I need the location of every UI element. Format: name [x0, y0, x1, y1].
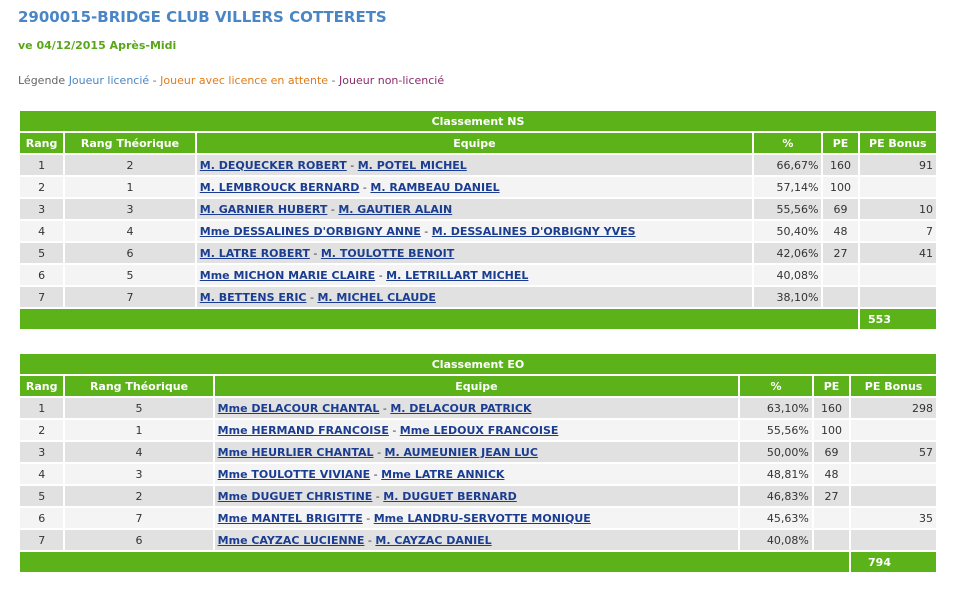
cell-percent: 50,40%	[754, 221, 821, 241]
pair-separator: -	[375, 268, 387, 282]
cell-rang-theorique: 3	[65, 199, 195, 219]
session-date: ve 04/12/2015 Après-Midi	[18, 39, 177, 52]
column-header-equipe: Equipe	[215, 376, 739, 396]
cell-pe-bonus	[851, 530, 936, 550]
table-row	[20, 155, 936, 175]
cell-pe-bonus	[860, 177, 936, 197]
cell-percent: 50,00%	[740, 442, 812, 462]
column-header-percent: %	[754, 133, 821, 153]
player-link[interactable]: M. RAMBEAU DANIEL	[370, 180, 500, 194]
cell-equipe	[197, 221, 752, 241]
cell-rang: 7	[20, 287, 63, 307]
cell-rang-theorique: 1	[65, 420, 212, 440]
cell-rang: 2	[20, 177, 63, 197]
cell-pe: 69	[823, 199, 857, 219]
cell-percent: 38,10%	[754, 287, 821, 307]
pair-separator: -	[346, 158, 358, 172]
cell-pe: 160	[823, 155, 857, 175]
player-link[interactable]: M. TOULOTTE BENOIT	[320, 246, 455, 260]
cell-pe-bonus: 298	[851, 398, 936, 418]
cell-rang-theorique: 1	[65, 177, 195, 197]
pair-separator: -	[362, 511, 374, 525]
total-pe-value: 553	[860, 309, 936, 329]
pair-separator: -	[370, 467, 382, 481]
pair-separator: -	[309, 246, 321, 260]
cell-pe-bonus	[860, 265, 936, 285]
cell-percent: 66,67%	[754, 155, 821, 175]
table-row	[20, 199, 936, 219]
column-header-rang-theorique: Rang Théorique	[65, 376, 212, 396]
table-row	[20, 398, 936, 418]
cell-pe	[823, 265, 857, 285]
player-link[interactable]: M. DEQUECKER ROBERT	[199, 158, 347, 172]
cell-equipe	[215, 398, 739, 418]
cell-rang-theorique: 4	[65, 442, 212, 462]
cell-rang: 6	[20, 508, 63, 528]
player-link[interactable]: M. LEMBROUCK BERNARD	[199, 180, 360, 194]
cell-equipe	[197, 199, 752, 219]
table-row	[20, 486, 936, 506]
cell-equipe	[215, 420, 739, 440]
column-header-pe-bonus: PE Bonus	[860, 133, 936, 153]
pair-separator: -	[306, 290, 318, 304]
ranking-table-eo	[18, 352, 938, 574]
total-row-filler	[20, 309, 858, 329]
legend-pending: Joueur avec licence en attente	[160, 74, 329, 87]
cell-pe-bonus	[851, 420, 936, 440]
player-link[interactable]: M. GARNIER HUBERT	[199, 202, 328, 216]
table-row	[20, 221, 936, 241]
column-header-percent: %	[740, 376, 812, 396]
cell-rang-theorique: 5	[65, 265, 195, 285]
total-row-filler	[20, 552, 849, 572]
cell-pe: 48	[814, 464, 849, 484]
cell-rang: 3	[20, 442, 63, 462]
cell-percent: 55,56%	[754, 199, 821, 219]
cell-percent: 45,63%	[740, 508, 812, 528]
player-link[interactable]: M. DESSALINES D'ORBIGNY YVES	[431, 224, 636, 238]
cell-rang: 5	[20, 243, 63, 263]
legend-unlicensed: Joueur non-licencié	[339, 74, 445, 87]
player-link[interactable]: Mme MICHON MARIE CLAIRE	[199, 268, 376, 282]
cell-rang: 5	[20, 486, 63, 506]
player-link[interactable]: M. LETRILLART MICHEL	[386, 268, 529, 282]
player-link[interactable]: Mme HEURLIER CHANTAL	[217, 445, 374, 459]
column-header-rang-theorique: Rang Théorique	[65, 133, 195, 153]
cell-pe-bonus	[851, 464, 936, 484]
cell-pe-bonus: 57	[851, 442, 936, 462]
cell-percent: 40,08%	[754, 265, 821, 285]
player-link[interactable]: Mme MANTEL BRIGITTE	[217, 511, 363, 525]
cell-equipe	[197, 287, 752, 307]
cell-pe: 48	[823, 221, 857, 241]
cell-rang: 1	[20, 155, 63, 175]
cell-pe-bonus: 41	[860, 243, 936, 263]
pair-separator: -	[327, 202, 339, 216]
cell-percent: 63,10%	[740, 398, 812, 418]
cell-percent: 55,56%	[740, 420, 812, 440]
player-link[interactable]: Mme DESSALINES D'ORBIGNY ANNE	[199, 224, 421, 238]
cell-pe: 100	[823, 177, 857, 197]
cell-pe: 100	[814, 420, 849, 440]
player-link[interactable]: M. GAUTIER ALAIN	[338, 202, 453, 216]
table-row	[20, 530, 936, 550]
cell-equipe	[215, 530, 739, 550]
cell-percent: 42,06%	[754, 243, 821, 263]
cell-percent: 48,81%	[740, 464, 812, 484]
pair-separator: -	[359, 180, 371, 194]
player-link[interactable]: M. AUMEUNIER JEAN LUC	[384, 445, 538, 459]
player-link[interactable]: Mme DELACOUR CHANTAL	[217, 401, 380, 415]
cell-rang: 2	[20, 420, 63, 440]
column-header-pe: PE	[823, 133, 857, 153]
table-caption: Classement NS	[20, 111, 936, 131]
table-row	[20, 177, 936, 197]
page-title: 2900015-BRIDGE CLUB VILLERS COTTERETS	[18, 8, 387, 26]
cell-equipe	[215, 442, 739, 462]
legend-label: Légende	[18, 74, 66, 87]
table-row	[20, 287, 936, 307]
cell-rang-theorique: 6	[65, 530, 212, 550]
cell-pe-bonus: 35	[851, 508, 936, 528]
cell-equipe	[197, 155, 752, 175]
cell-pe	[814, 508, 849, 528]
player-link[interactable]: Mme LEDOUX FRANCOISE	[399, 423, 559, 437]
cell-pe	[814, 530, 849, 550]
pair-separator: -	[420, 224, 432, 238]
ranking-table-ns	[18, 109, 938, 331]
player-link[interactable]: Mme HERMAND FRANCOISE	[217, 423, 389, 437]
legend	[18, 74, 444, 87]
cell-pe	[823, 287, 857, 307]
cell-rang: 7	[20, 530, 63, 550]
cell-pe: 27	[823, 243, 857, 263]
column-header-rang: Rang	[20, 133, 63, 153]
cell-rang-theorique: 2	[65, 486, 212, 506]
cell-equipe	[215, 486, 739, 506]
table-row	[20, 442, 936, 462]
total-row	[20, 309, 936, 329]
pair-separator: -	[379, 401, 391, 415]
cell-percent: 46,83%	[740, 486, 812, 506]
pair-separator: -	[372, 489, 384, 503]
table-row	[20, 265, 936, 285]
cell-rang-theorique: 5	[65, 398, 212, 418]
legend-licensed: Joueur licencié	[68, 74, 150, 87]
cell-rang: 1	[20, 398, 63, 418]
cell-pe-bonus	[860, 287, 936, 307]
cell-pe-bonus: 7	[860, 221, 936, 241]
cell-pe: 69	[814, 442, 849, 462]
table-row	[20, 420, 936, 440]
table-caption: Classement EO	[20, 354, 936, 374]
pair-separator: -	[364, 533, 376, 547]
column-header-pe-bonus: PE Bonus	[851, 376, 936, 396]
legend-separator: -	[328, 74, 340, 87]
table-row	[20, 464, 936, 484]
player-link[interactable]: M. BETTENS ERIC	[199, 290, 307, 304]
table-row	[20, 243, 936, 263]
table-row	[20, 508, 936, 528]
header-row	[20, 133, 936, 153]
column-header-pe: PE	[814, 376, 849, 396]
total-row	[20, 552, 936, 572]
cell-rang-theorique: 7	[65, 508, 212, 528]
player-link[interactable]: M. LATRE ROBERT	[199, 246, 310, 260]
player-link[interactable]: Mme DUGUET CHRISTINE	[217, 489, 373, 503]
pair-separator: -	[388, 423, 400, 437]
cell-percent: 57,14%	[754, 177, 821, 197]
cell-pe: 27	[814, 486, 849, 506]
player-link[interactable]: M. DELACOUR PATRICK	[390, 401, 532, 415]
cell-rang-theorique: 3	[65, 464, 212, 484]
cell-pe-bonus: 10	[860, 199, 936, 219]
player-link[interactable]: M. CAYZAC DANIEL	[375, 533, 492, 547]
header-row	[20, 376, 936, 396]
cell-rang-theorique: 2	[65, 155, 195, 175]
player-link[interactable]: Mme LANDRU-SERVOTTE MONIQUE	[373, 511, 591, 525]
total-pe-value: 794	[851, 552, 936, 572]
cell-pe-bonus: 91	[860, 155, 936, 175]
cell-rang-theorique: 6	[65, 243, 195, 263]
player-link[interactable]: M. POTEL MICHEL	[357, 158, 467, 172]
player-link[interactable]: Mme LATRE ANNICK	[381, 467, 505, 481]
cell-rang-theorique: 4	[65, 221, 195, 241]
cell-equipe	[197, 177, 752, 197]
column-header-equipe: Equipe	[197, 133, 752, 153]
player-link[interactable]: M. MICHEL CLAUDE	[317, 290, 436, 304]
cell-equipe	[197, 265, 752, 285]
cell-rang: 4	[20, 464, 63, 484]
cell-pe-bonus	[851, 486, 936, 506]
player-link[interactable]: Mme TOULOTTE VIVIANE	[217, 467, 371, 481]
player-link[interactable]: Mme CAYZAC LUCIENNE	[217, 533, 365, 547]
cell-equipe	[215, 464, 739, 484]
player-link[interactable]: M. DUGUET BERNARD	[383, 489, 517, 503]
cell-percent: 40,08%	[740, 530, 812, 550]
cell-equipe	[215, 508, 739, 528]
cell-rang: 3	[20, 199, 63, 219]
column-header-rang: Rang	[20, 376, 63, 396]
pair-separator: -	[373, 445, 385, 459]
cell-rang: 4	[20, 221, 63, 241]
cell-rang: 6	[20, 265, 63, 285]
cell-rang-theorique: 7	[65, 287, 195, 307]
cell-pe: 160	[814, 398, 849, 418]
legend-separator: -	[149, 74, 161, 87]
cell-equipe	[197, 243, 752, 263]
